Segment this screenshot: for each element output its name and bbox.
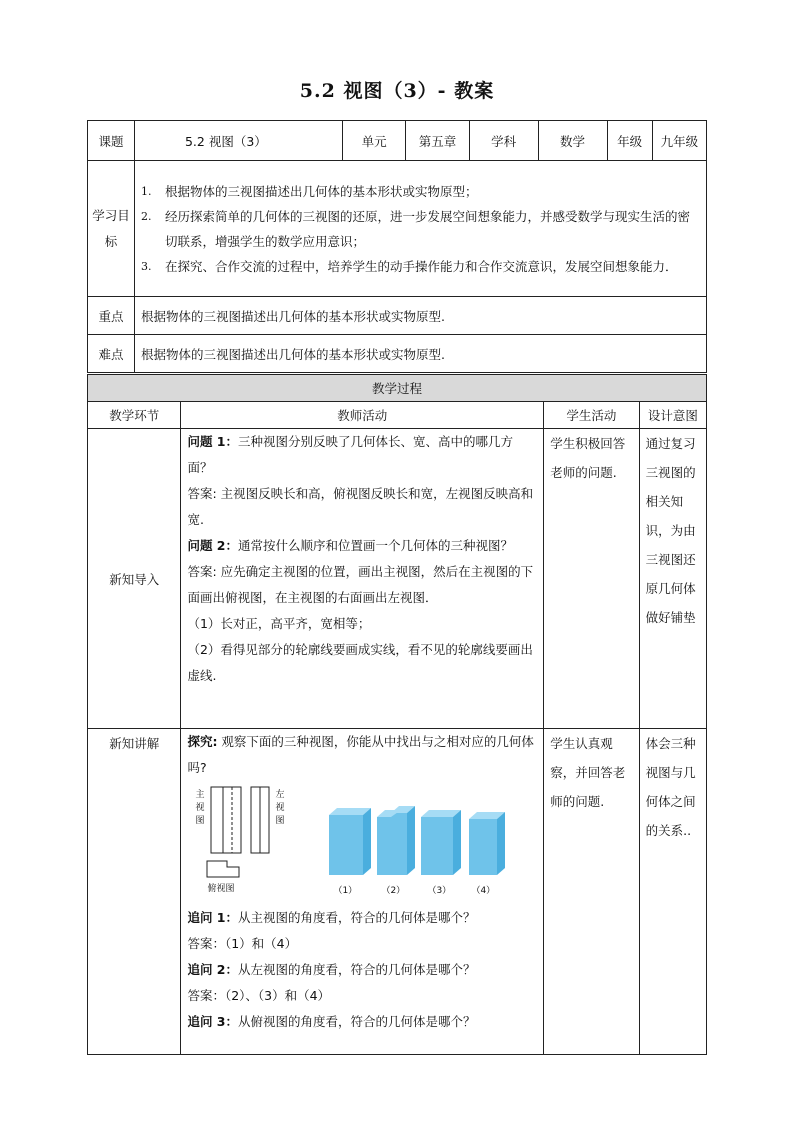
teacher-paragraph: 问题 2：通常按什么顺序和位置画一个几何体的三种视图？: [187, 538, 514, 553]
process-columns-row: [88, 402, 707, 429]
solid-3: [421, 810, 461, 875]
stage-intro: 新知导入: [88, 429, 181, 729]
subject-value: 数学: [538, 121, 607, 161]
answer-paragraph: 答案：（2）、（3）和（4）: [187, 988, 331, 1003]
answer-paragraph: 答案：（1）和（4）: [187, 936, 298, 951]
process-header-row: [88, 375, 707, 402]
solid-2: [377, 806, 415, 875]
process-table: [87, 374, 707, 1055]
goal-item: 1. 根据物体的三视图描述出几何体的基本形状或实物原型；: [140, 183, 478, 199]
top-view-text: 俯视图: [207, 884, 235, 894]
difficulty-label: 难点: [88, 335, 135, 373]
teacher-paragraph: （1）长对正，高平齐，宽相等；: [187, 616, 371, 631]
question-paragraph: 追问 1：从主视图的角度看，符合的几何体是哪个？: [187, 910, 476, 925]
unit-value: 第五章: [406, 121, 469, 161]
grade-label: 年级: [607, 121, 652, 161]
info-row: [88, 121, 707, 161]
course-value: 5.2 视图（3）: [134, 121, 342, 161]
left-view-drawing: [251, 787, 269, 853]
unit-label: 单元: [342, 121, 405, 161]
goals-row: [88, 161, 707, 297]
left-view-text: 左视图: [275, 790, 285, 826]
column-student: 学生活动: [544, 402, 639, 429]
column-intent: 设计意图: [639, 402, 706, 429]
process-row-explain: [88, 729, 707, 1055]
intent-intro: 通过复习三视图的相关知识，为由三视图还原几何体做好铺垫: [639, 429, 706, 729]
key-point-text: 根据物体的三视图描述出几何体的基本形状或实物原型.: [134, 297, 706, 335]
goals-list: [141, 179, 700, 279]
student-explain: 学生认真观察，并回答老师的问题.: [544, 729, 639, 1055]
grade-value: 九年级: [652, 121, 706, 161]
goals-label: 学习目标: [88, 161, 135, 297]
solid-label-4: （4）: [471, 886, 496, 896]
key-point-label: 重点: [88, 297, 135, 335]
solid-label-2: （2）: [381, 886, 406, 896]
teacher-paragraph: （2）看得见部分的轮廓线要画成实线，看不见的轮廓线要画出虚线.: [187, 642, 533, 683]
front-view-text: 主视图: [195, 790, 205, 826]
teacher-paragraph: 答案: 主视图反映长和高，俯视图反映长和宽，左视图反映高和宽.: [187, 486, 534, 527]
column-teacher: 教师活动: [181, 402, 544, 429]
subject-label: 学科: [469, 121, 538, 161]
course-label: 课题: [88, 121, 135, 161]
column-stage: 教学环节: [88, 402, 181, 429]
process-row-intro: [88, 429, 707, 729]
solid-label-3: （3）: [427, 886, 452, 896]
difficulty-text: 根据物体的三视图描述出几何体的基本形状或实物原型.: [134, 335, 706, 373]
question-paragraph: 追问 3：从俯视图的角度看，符合的几何体是哪个？: [187, 1014, 476, 1029]
goal-item: 3. 在探究、合作交流的过程中，培养学生的动手操作能力和合作交流意识，发展空间想象能力．: [140, 258, 678, 274]
process-header: 教学过程: [88, 375, 707, 402]
page-title: 5.2 视图（3）- 教案: [299, 80, 495, 102]
solid-4: [469, 812, 505, 875]
teacher-paragraph: 问题 1：三种视图分别反映了几何体长、宽、高中的哪几方面？: [187, 434, 514, 475]
student-intro: 学生积极回答老师的问题.: [544, 429, 639, 729]
goals-content: [134, 161, 706, 297]
teacher-explain: [181, 729, 544, 1055]
difficulty-row: [88, 335, 707, 373]
top-view-drawing: [207, 861, 239, 877]
stage-explain: 新知讲解: [88, 729, 181, 1055]
front-view-drawing: [211, 787, 241, 853]
solid-label-1: （1）: [333, 886, 358, 896]
solid-1: [329, 808, 371, 875]
intent-explain: 体会三种视图与几何体之间的关系..: [639, 729, 706, 1055]
goal-item: 2. 经历探索简单的几何体的三视图的还原，进一步发展空间想象能力，并感受数学与现实生活的密切联系，增强学生的数学应用意识；: [140, 208, 690, 249]
explore-paragraph: 探究: 观察下面的三种视图，你能从中找出与之相对应的几何体吗?: [187, 734, 534, 775]
teacher-intro: [181, 429, 544, 729]
teacher-paragraph: 答案: 应先确定主视图的位置，画出主视图，然后在主视图的下面画出俯视图，在主视图的右面画出左视图．: [187, 564, 534, 605]
key-point-row: [88, 297, 707, 335]
question-paragraph: 追问 2：从左视图的角度看，符合的几何体是哪个？: [187, 962, 476, 977]
info-table: [87, 120, 707, 373]
three-view-figure: [187, 783, 527, 903]
